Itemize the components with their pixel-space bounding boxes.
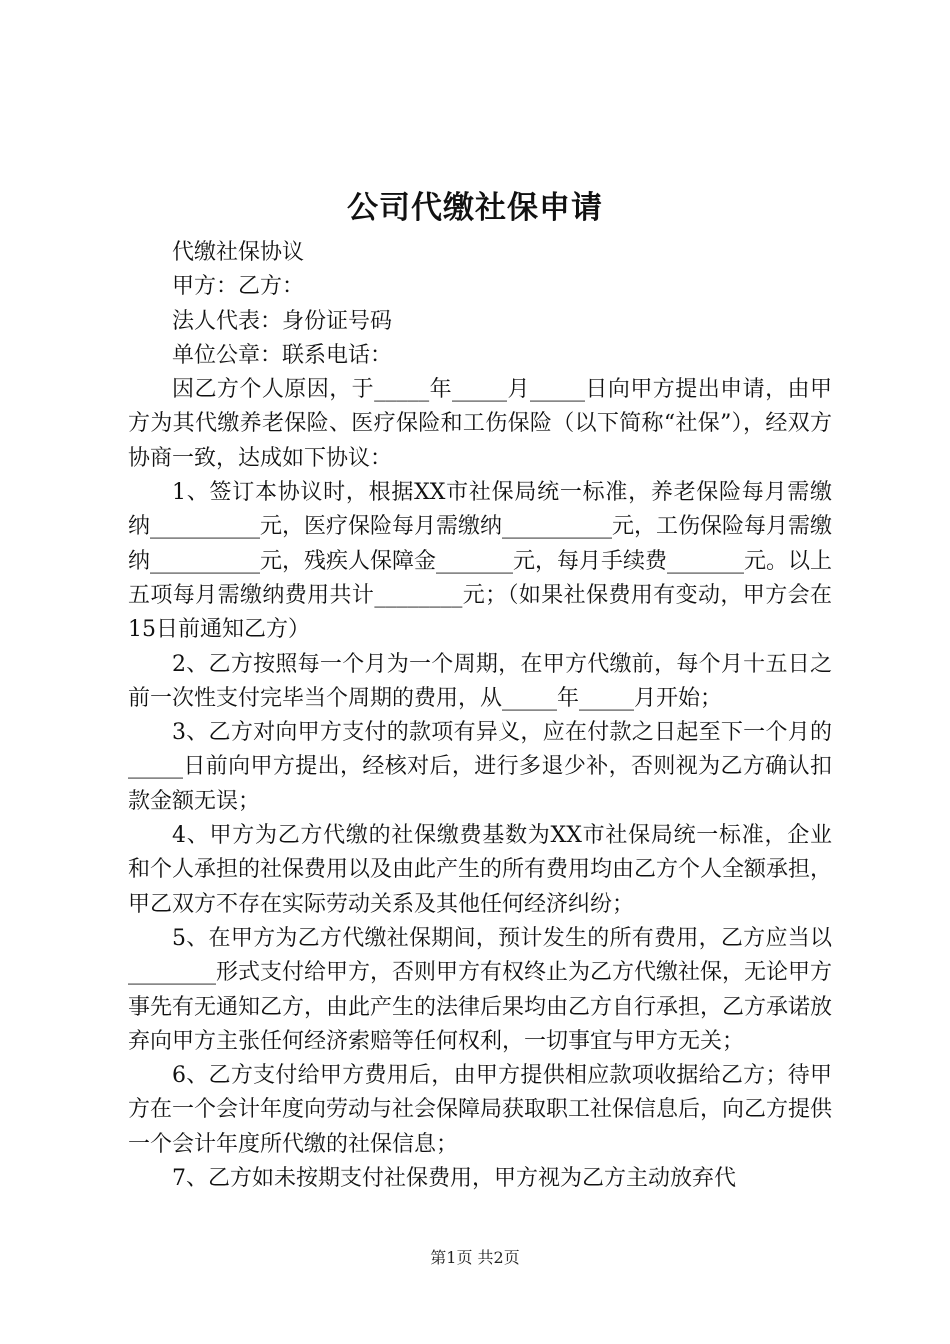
- page-footer: 第1页 共2页: [430, 1248, 520, 1267]
- clause-3: 3、乙方对向甲方支付的款项有异义，应在付款之日起至下一个月的_____日前向甲方提出，经核对后，进行多退少补，否则视为乙方确认扣款金额无误；: [128, 720, 832, 814]
- clause-6: 6、乙方支付给甲方费用后，由甲方提供相应款项收据给乙方；待甲方在一个会计年度向劳动与社会保障局获取职工社保信息后，向乙方提供一个会计年度所代缴的社保信息；: [128, 1063, 833, 1157]
- paragraph-agreement-name: 代缴社保协议: [172, 240, 305, 265]
- paragraph-legal-rep: 法人代表：身份证号码: [172, 308, 393, 334]
- clause-2: 2、乙方按照每一个月为一个周期，在甲方代缴前，每个月十五日之前一次性支付完毕当个周期的费用，从_____年_____月开始；: [128, 651, 832, 711]
- clause-4: 4、甲方为乙方代缴的社保缴费基数为XX市社保局统一标准，企业和个人承担的社保费用以及由此产生的所有费用均由乙方个人全额承担，甲乙双方不存在实际劳动关系及其他任何经济纠纷；: [128, 823, 833, 917]
- clause-1: 1、签订本协议时，根据XX市社保局统一标准，养老保险每月需缴纳__________元，医疗保险每月需缴纳__________元，工伤保险每月需缴纳__________元，残疾人保障金_______元，每月手续费_______元。以上五项每月需缴纳费用共计________元；（如果社保费用有变动，甲方会在15日前通知乙方）: [128, 480, 833, 643]
- paragraph-intro: 因乙方个人原因，于_____年_____月_____日向甲方提出申请，由甲方为其代缴养老保险、医疗保险和工伤保险（以下简称“社保”），经双方协商一致，达成如下协议：: [128, 377, 832, 471]
- paragraph-seal-phone: 单位公章：联系电话：: [172, 342, 393, 368]
- clause-5: 5、在甲方为乙方代缴社保期间，预计发生的所有费用，乙方应当以________形式支付给甲方，否则甲方有权终止为乙方代缴社保，无论甲方事先有无通知乙方，由此产生的法律后果均由乙方自行承担，乙方承诺放弃向甲方主张任何经济索赔等任何权利，一切事宜与甲方无关；: [128, 925, 833, 1054]
- document-title: 公司代缴社保申请: [347, 190, 603, 226]
- clause-7: 7、乙方如未按期支付社保费用，甲方视为乙方主动放弃代: [172, 1166, 736, 1192]
- paragraph-parties: 甲方：乙方：: [172, 274, 305, 300]
- document-body: [128, 236, 832, 1196]
